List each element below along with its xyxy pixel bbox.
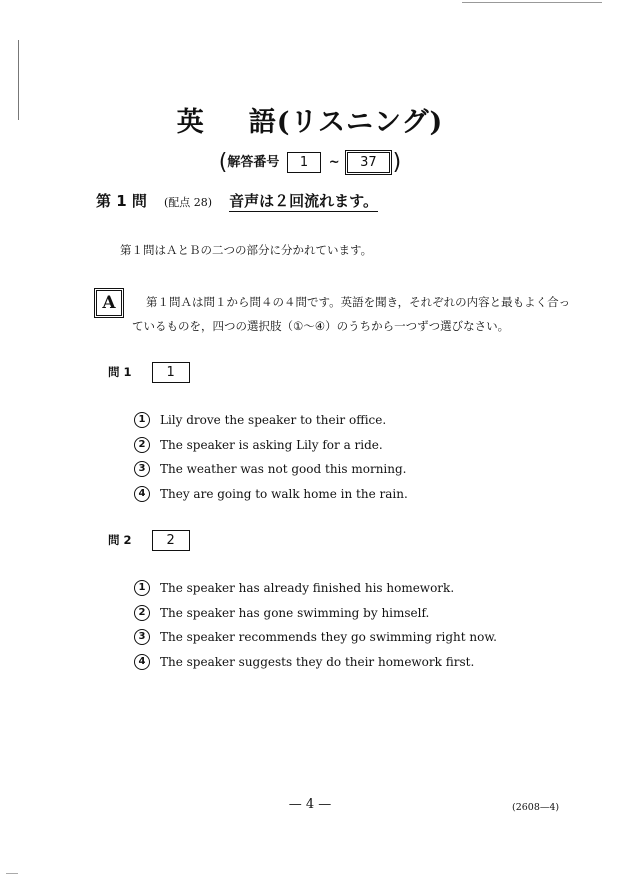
section-intro: 第１問はＡとＢの二つの部分に分かれています。 xyxy=(120,243,373,257)
right-paren: ) xyxy=(392,150,402,175)
choice-text: The speaker recommends they go swimming right now. xyxy=(160,630,497,645)
section-notice: 音声は２回流れます。 xyxy=(229,192,378,210)
choice-item xyxy=(134,625,497,650)
choice-number: 3 xyxy=(134,461,150,477)
question-1-choices xyxy=(134,408,408,506)
part-a-label: A xyxy=(96,290,122,316)
scan-edge-mark xyxy=(6,873,18,874)
part-a-instructions: 第１問Ａは問１から問４の４問です。英語を聞き，それぞれの内容と最もよく合っているものを，四つの選択肢（①～④）のうちから一つずつ選びなさい。 xyxy=(132,295,571,333)
section-points: (配点 28) xyxy=(163,196,213,209)
answer-start-box: 1 xyxy=(287,152,321,173)
page-number: — 4 — xyxy=(288,797,332,812)
choice-number: 4 xyxy=(134,654,150,670)
choice-item xyxy=(134,650,497,675)
page-title xyxy=(0,100,620,139)
choice-item xyxy=(134,601,497,626)
choice-text: Lily drove the speaker to their office. xyxy=(160,413,387,428)
choice-number: 4 xyxy=(134,486,150,502)
answer-box: 1 xyxy=(152,362,190,383)
answer-number-range xyxy=(0,150,620,175)
answer-tilde: ~ xyxy=(328,155,340,170)
left-paren: ( xyxy=(218,150,228,175)
choice-item xyxy=(134,482,408,507)
answer-end-box: 37 xyxy=(347,152,390,173)
choice-number: 1 xyxy=(134,412,150,428)
choice-text: The speaker has gone swimming by himself. xyxy=(160,605,430,620)
section-heading xyxy=(96,190,378,211)
question-label: 問 2 xyxy=(108,533,132,547)
choice-number: 1 xyxy=(134,580,150,596)
scan-edge-line xyxy=(462,2,602,3)
choice-text: The speaker has already finished his homework. xyxy=(160,581,455,596)
choice-text: The speaker suggests they do their homework first. xyxy=(160,654,475,669)
answer-box: 2 xyxy=(152,530,190,551)
answer-numbers-label: 解答番号 xyxy=(227,155,280,170)
choice-text: They are going to walk home in the rain. xyxy=(160,486,408,501)
choice-text: The speaker is asking Lily for a ride. xyxy=(160,437,383,452)
choice-item xyxy=(134,576,497,601)
title-right: 語(リスニング) xyxy=(248,107,444,138)
choice-number: 2 xyxy=(134,437,150,453)
choice-item xyxy=(134,433,408,458)
choice-text: The weather was not good this morning. xyxy=(160,462,407,477)
title-left: 英 xyxy=(176,107,205,138)
choice-number: 2 xyxy=(134,605,150,621)
question-1-header xyxy=(108,362,193,383)
section-label: 第 1 問 xyxy=(96,192,147,210)
choice-item xyxy=(134,457,408,482)
question-label: 問 1 xyxy=(108,365,132,379)
document-code: (2608—4) xyxy=(512,802,560,813)
question-2-choices xyxy=(134,576,497,674)
question-2-header xyxy=(108,530,193,551)
choice-item xyxy=(134,408,408,433)
choice-number: 3 xyxy=(134,629,150,645)
